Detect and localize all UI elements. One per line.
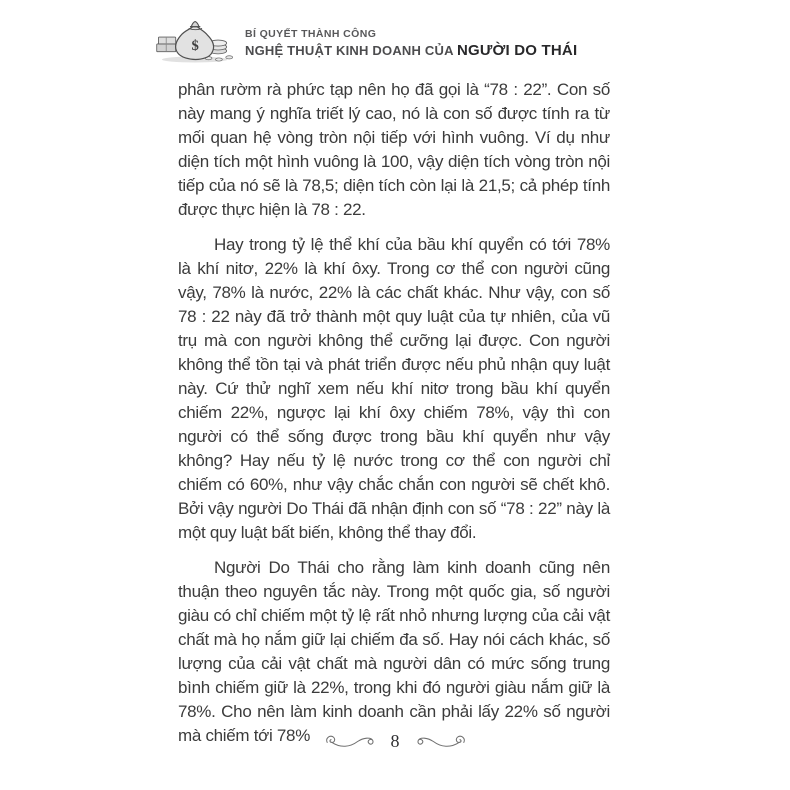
paragraph: Hay trong tỷ lệ thể khí của bầu khí quyển có tới 78% là khí nitơ, 22% là khí ôxy. Trong cơ thể con người cũng vậy, 78% là nước, 22% là các chất khác. Như vậy, con số 78 : 22 này đã trở thành một quy luật của tự nhiên, của vũ trụ mà con người không thể cưỡng lại được. Con người không thể tồn tại và phát triển được nếu phủ nhận quy luật này. Cứ thử nghĩ xem nếu khí nitơ trong bầu khí quyển chiếm 22%, ngược lại khí ôxy chiếm 78%, vậy thì con người có thể sống được trong bầu khí quyển như vậy không? Hay nếu tỷ lệ nước trong cơ thể con người chỉ chiếm có 60%, như vậy chắc chắn con người sẽ chết khô. Bởi vậy người Do Thái đã nhận định con số “78 : 22” này là một quy luật bất biến, không thể thay đổi.: [178, 235, 610, 542]
book-title-prefix: NGHỆ THUẬT KINH DOANH CỦA: [245, 43, 457, 58]
money-bag-icon: [155, 18, 237, 68]
book-title-emphasis: NGƯỜI DO THÁI: [457, 42, 578, 59]
paragraphs: [178, 78, 610, 759]
series-title: BÍ QUYẾT THÀNH CÔNG: [245, 28, 377, 40]
book-title: [245, 42, 577, 59]
page-number: 8: [390, 731, 400, 751]
page-footer: [0, 730, 790, 752]
page-header: [155, 16, 577, 68]
paragraph: phân rườm rà phức tạp nên họ đã gọi là “78 : 22”. Con số này mang ý nghĩa triết lý cao, nó là con số được tính ra từ mối quan hệ vòng tròn nội tiếp với hình vuông. Ví dụ như diện tích một hình vuông là 100, vậy diện tích vòng tròn nội tiếp của nó sẽ là 78,5; diện tích còn lại là 21,5; cả phép tính được thực hiện là 78 : 22.: [178, 80, 610, 219]
flourish-right-icon: [414, 732, 468, 751]
paragraph: Người Do Thái cho rằng làm kinh doanh cũng nên thuận theo nguyên tắc này. Trong một quốc gia, số người giàu có chỉ chiếm một tỷ lệ rất nhỏ nhưng lượng của cải vật chất mà họ nắm giữ lại chiếm đa số. Hay nói cách khác, số lượng của cải vật chất mà người dân có mức sống trung bình chiếm giữ là 22%, trong khi đó người giàu nắm giữ là 78%. Cho nên làm kinh doanh cần phải lấy 22% số người mà chiếm tới 78%: [178, 558, 610, 745]
flourish-left-icon: [323, 732, 377, 751]
svg-text:$: $: [191, 37, 199, 54]
header-titles: [245, 16, 577, 59]
